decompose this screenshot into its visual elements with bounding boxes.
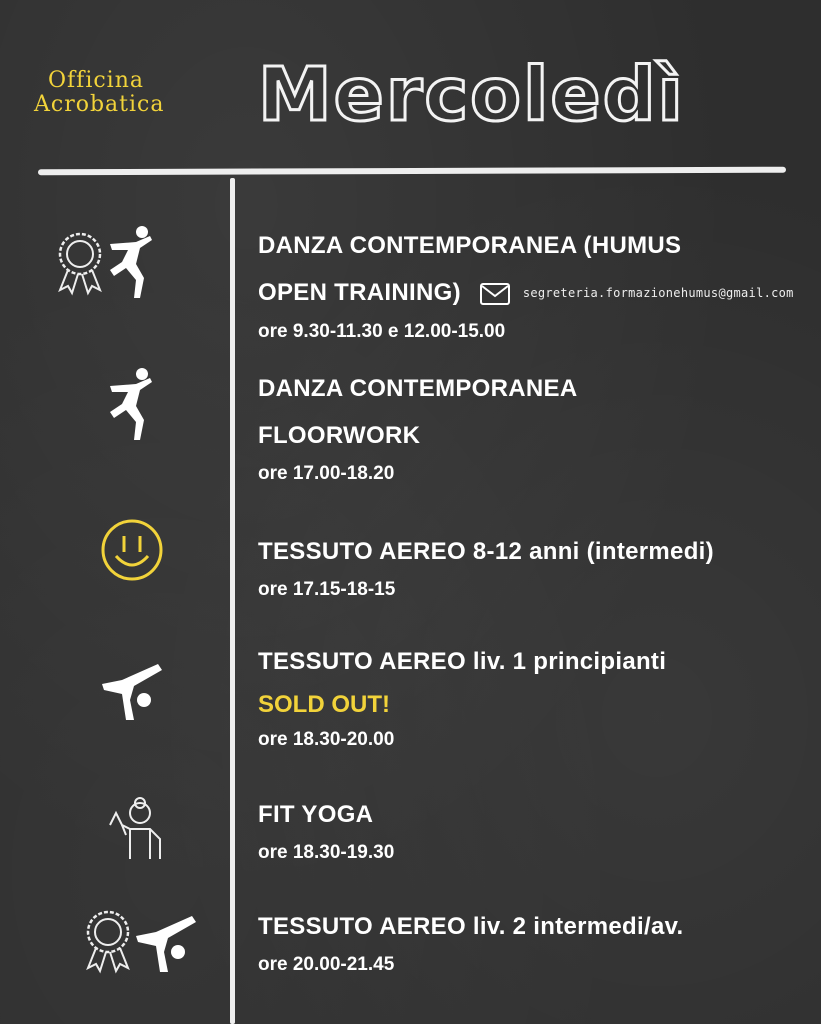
logo-line-2: Acrobatica — [34, 92, 165, 117]
award-badge-icon — [54, 230, 106, 296]
class-entry — [258, 222, 794, 347]
class-entry — [258, 903, 683, 980]
class-name: DANZA CONTEMPORANEA (HUMUS — [258, 232, 682, 259]
email-address[interactable]: segreteria.formazionehumus@gmail.com — [522, 286, 794, 301]
logo-line-1: Officina — [48, 68, 144, 93]
class-time: ore 18.30-20.00 — [258, 729, 395, 750]
class-name: FIT YOGA — [258, 801, 374, 828]
class-entry — [258, 365, 577, 489]
sold-out-badge: SOLD OUT! — [258, 691, 390, 718]
class-name: TESSUTO AEREO liv. 2 intermedi/av. — [258, 913, 684, 940]
page-title: Mercoledì — [258, 52, 685, 138]
class-time: ore 17.15-18-15 — [258, 579, 396, 600]
class-name: OPEN TRAINING) — [258, 279, 461, 306]
class-entry — [258, 791, 394, 868]
class-entry — [258, 528, 714, 605]
dancer-icon — [106, 364, 158, 442]
class-name: TESSUTO AEREO 8-12 anni (intermedi) — [258, 538, 714, 565]
class-name-line-2: FLOORWORK — [258, 422, 421, 449]
aerial-acrobat-icon — [100, 660, 164, 722]
class-time: ore 17.00-18.20 — [258, 463, 395, 484]
smiley-icon — [100, 518, 164, 582]
class-name: TESSUTO AEREO liv. 1 principianti — [258, 648, 667, 675]
class-time: ore 18.30-19.30 — [258, 842, 395, 863]
class-name: DANZA CONTEMPORANEA — [258, 375, 578, 402]
vertical-chalk-divider — [230, 178, 235, 1024]
dancer-icon — [106, 222, 158, 300]
class-time: ore 20.00-21.45 — [258, 954, 395, 975]
officina-acrobatica-logo[interactable] — [34, 70, 164, 116]
class-name-line-2 — [258, 269, 794, 317]
yoga-person-icon — [106, 795, 164, 861]
email-icon[interactable] — [480, 283, 510, 305]
award-badge-icon — [82, 908, 134, 974]
class-time: ore 9.30-11.30 e 12.00-15.00 — [258, 321, 506, 343]
aerial-acrobat-icon — [134, 912, 198, 974]
class-entry — [258, 638, 666, 755]
horizontal-chalk-divider — [38, 167, 786, 176]
